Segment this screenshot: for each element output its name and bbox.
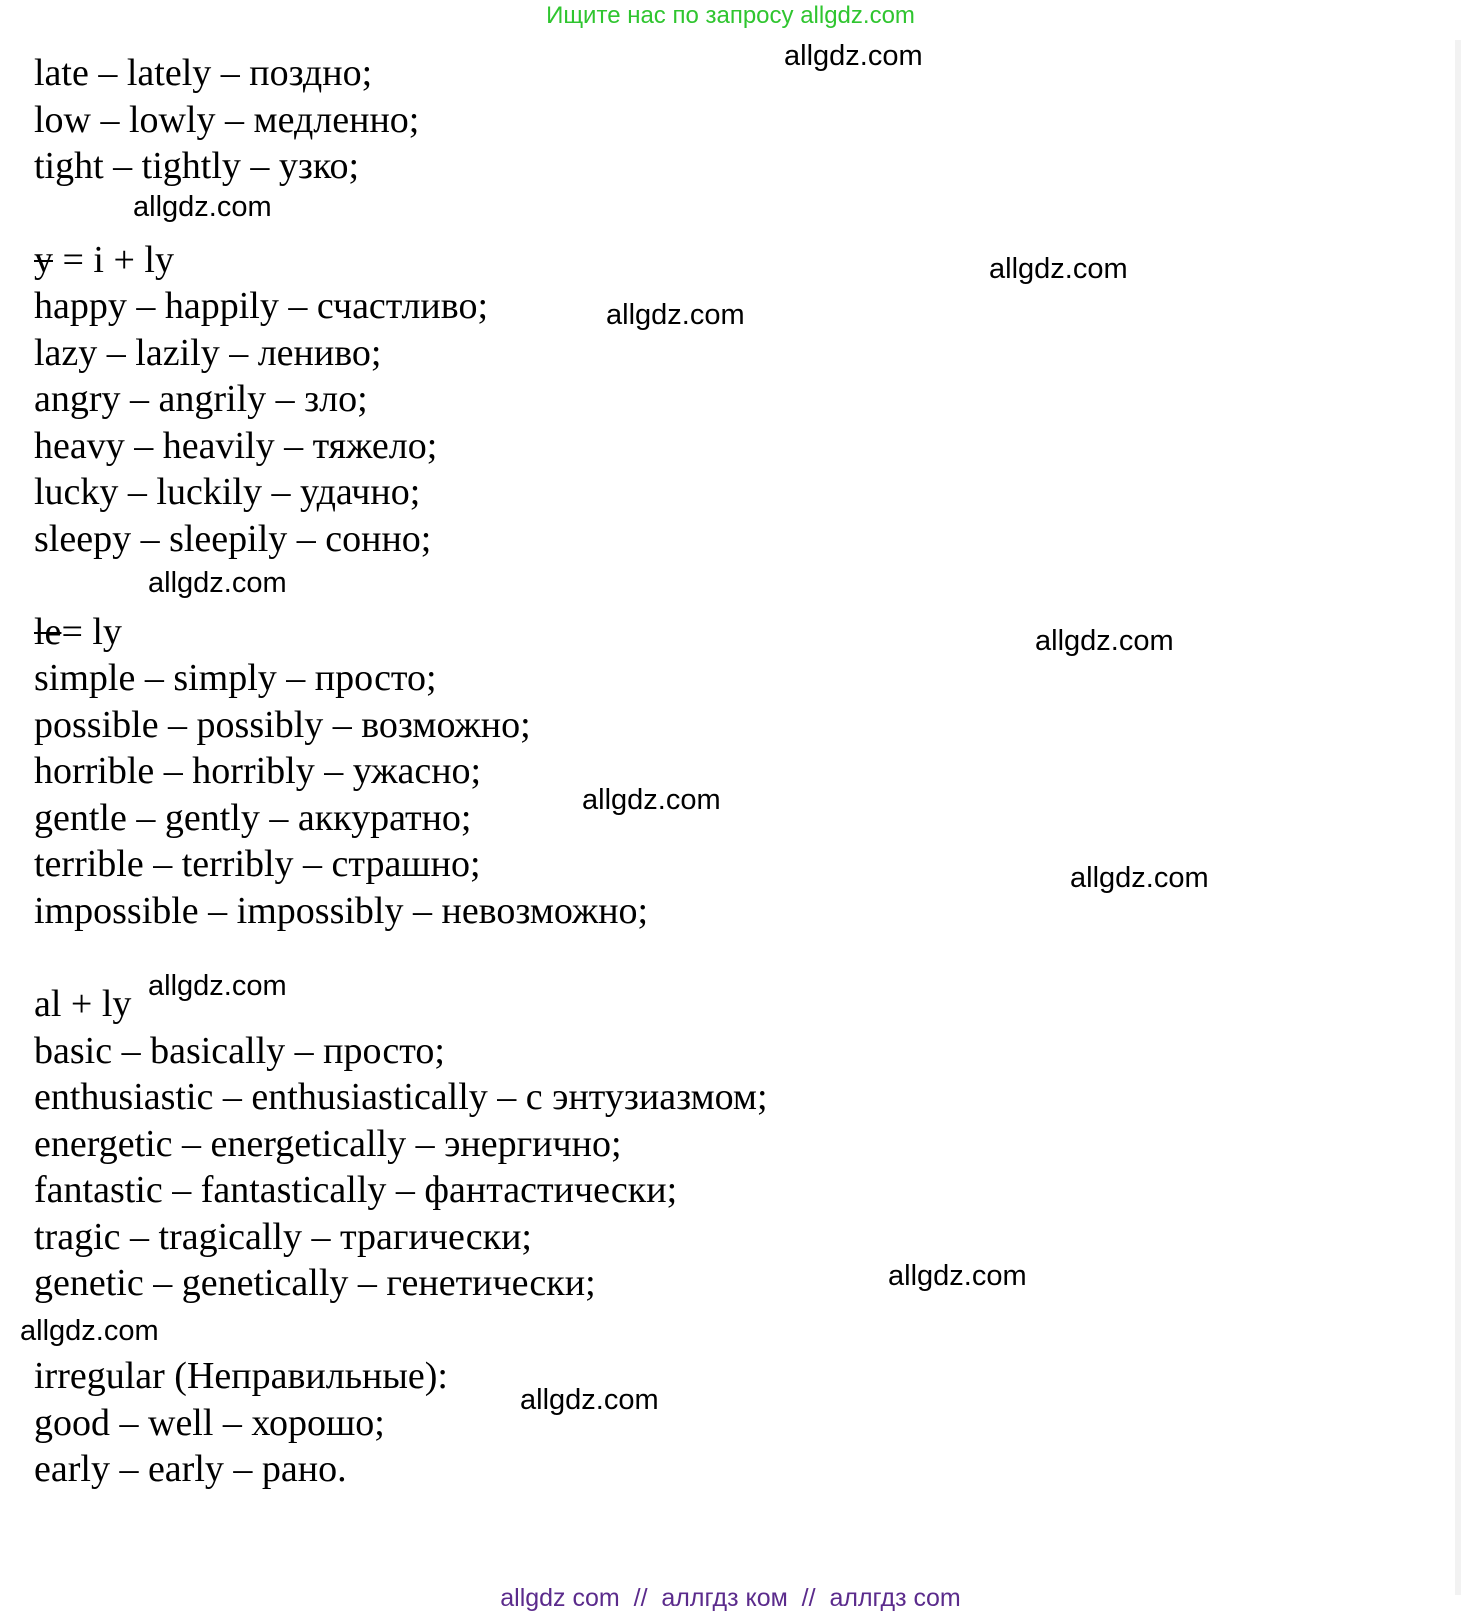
struck-y: y bbox=[34, 239, 53, 281]
rule-heading-al: al + ly bbox=[34, 983, 132, 1025]
text-line-early: early – early – рано. bbox=[34, 1448, 347, 1490]
text-line-basic: basic – basically – просто; bbox=[34, 1030, 445, 1072]
watermark: allgdz.com bbox=[606, 299, 745, 331]
watermark: allgdz.com bbox=[989, 253, 1128, 285]
rule-heading-le bbox=[34, 609, 122, 655]
watermark: allgdz.com bbox=[784, 40, 923, 72]
rule-le-rest: = ly bbox=[61, 611, 122, 653]
watermark: allgdz.com bbox=[133, 191, 272, 223]
rule-heading-y bbox=[34, 237, 174, 283]
text-line-genetic: genetic – genetically – генетически; bbox=[34, 1262, 596, 1304]
text-line-tight: tight – tightly – узко; bbox=[34, 145, 360, 187]
watermark: allgdz.com bbox=[20, 1315, 159, 1347]
text-line-terrible: terrible – terribly – страшно; bbox=[34, 843, 481, 885]
text-line-sleepy: sleepy – sleepily – сонно; bbox=[34, 518, 432, 560]
text-line-enthusiastic: enthusiastic – enthusiastically – с энтузиазмом; bbox=[34, 1076, 768, 1118]
watermark: allgdz.com bbox=[1070, 862, 1209, 894]
text-line-gentle: gentle – gently – аккуратно; bbox=[34, 797, 472, 839]
rule-y-rest: = i + ly bbox=[53, 239, 174, 281]
text-line-late: late – lately – поздно; bbox=[34, 52, 373, 94]
watermark: allgdz.com bbox=[148, 567, 287, 599]
struck-le: le bbox=[34, 611, 62, 653]
text-line-angry: angry – angrily – зло; bbox=[34, 378, 368, 420]
rule-heading-irregular: irregular (Неправильные): bbox=[34, 1355, 448, 1397]
text-line-lucky: lucky – luckily – удачно; bbox=[34, 471, 421, 513]
text-line-lazy: lazy – lazily – лениво; bbox=[34, 332, 382, 374]
text-line-tragic: tragic – tragically – трагически; bbox=[34, 1216, 532, 1258]
text-line-horrible: horrible – horribly – ужасно; bbox=[34, 750, 482, 792]
search-hint-banner: Ищите нас по запросу allgdz.com bbox=[546, 2, 915, 29]
text-line-fantastic: fantastic – fantastically – фантастически; bbox=[34, 1169, 678, 1211]
text-line-possible: possible – possibly – возможно; bbox=[34, 704, 531, 746]
watermark: allgdz.com bbox=[148, 970, 287, 1002]
page-edge-divider bbox=[1455, 40, 1461, 1595]
watermark: allgdz.com bbox=[520, 1384, 659, 1416]
text-line-energetic: energetic – energetically – энергично; bbox=[34, 1123, 622, 1165]
watermark: allgdz.com bbox=[888, 1260, 1027, 1292]
text-line-heavy: heavy – heavily – тяжело; bbox=[34, 425, 438, 467]
text-line-happy: happy – happily – счастливо; bbox=[34, 285, 488, 327]
watermark: allgdz.com bbox=[582, 784, 721, 816]
watermark: allgdz.com bbox=[1035, 625, 1174, 657]
footer-watermark: allgdz com // аллгдз ком // аллгдз com bbox=[500, 1584, 961, 1612]
text-line-good: good – well – хорошо; bbox=[34, 1402, 385, 1444]
text-line-low: low – lowly – медленно; bbox=[34, 99, 420, 141]
text-line-simple: simple – simply – просто; bbox=[34, 657, 437, 699]
text-line-impossible: impossible – impossibly – невозможно; bbox=[34, 890, 649, 932]
